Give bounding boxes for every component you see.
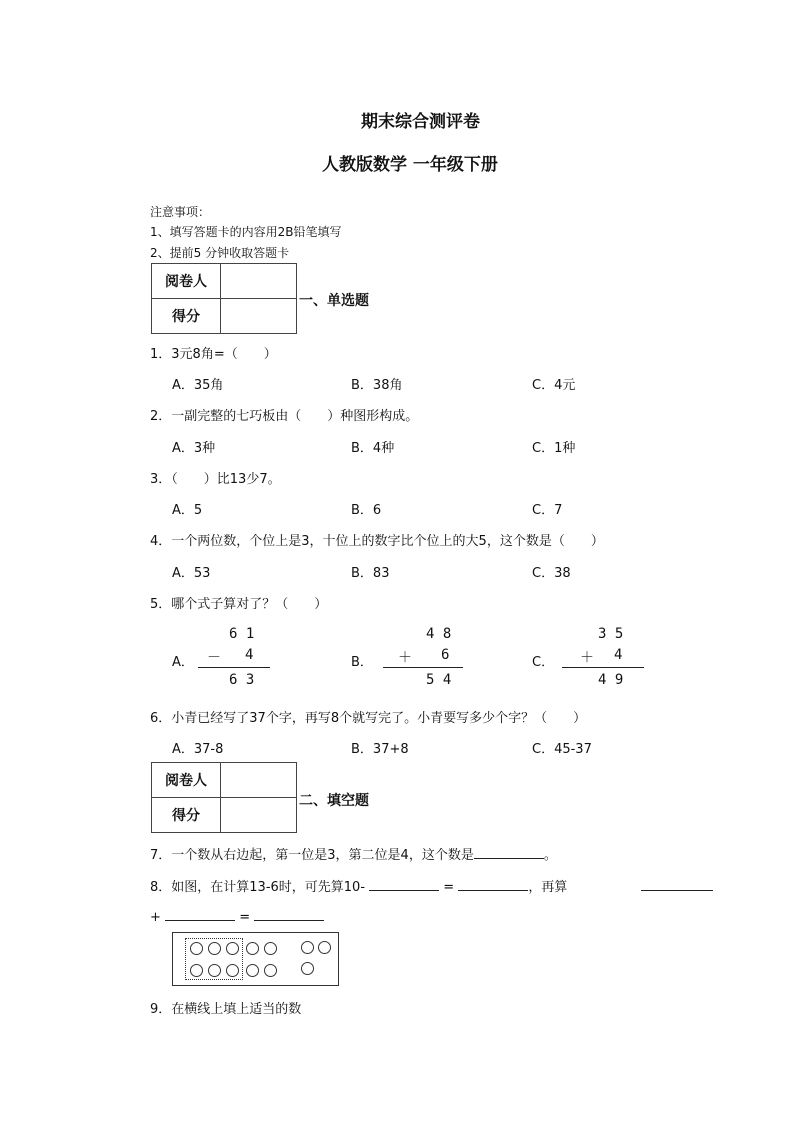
question-stem: 4．一个两位数，个位上是3，十位上的数字比个位上的大5，这个数是（ ） — [150, 534, 604, 549]
q8-eq2: = — [239, 910, 251, 925]
calc-operator: ＋ — [398, 650, 412, 666]
question-stem: 5．哪个式子算对了？（ ） — [150, 597, 328, 612]
score-label: 得分 — [152, 798, 221, 833]
option-b[interactable]: B．38角 — [351, 378, 403, 393]
reviewer-label: 阅卷人 — [152, 763, 221, 798]
option-c[interactable]: C． — [532, 655, 555, 670]
vertical-calc-c — [562, 626, 647, 692]
q8-prefix: 8．如图，在计算13-6时，可先算10- — [150, 880, 366, 895]
reviewer-field[interactable] — [221, 264, 297, 299]
answer-blank[interactable] — [458, 876, 528, 891]
vertical-calc-a — [195, 626, 270, 692]
score-field[interactable] — [221, 299, 297, 334]
question-stem: 1．3元8角=（ ） — [150, 347, 277, 362]
option-c[interactable]: C．38 — [532, 566, 571, 581]
bead — [264, 942, 277, 955]
bead — [208, 942, 221, 955]
calc-operator: ＋ — [580, 650, 594, 666]
answer-blank[interactable] — [165, 906, 235, 921]
note-item: 2、提前5 分钟收取答题卡 — [150, 246, 290, 260]
option-b[interactable]: B． — [351, 655, 373, 670]
page-title: 期末综合测评卷 — [361, 112, 480, 132]
calc-result: 5 4 — [426, 672, 452, 688]
bead — [318, 941, 331, 954]
option-a[interactable]: A．37-8 — [172, 742, 224, 757]
question-stem: 2．一副完整的七巧板由（ ）种图形构成。 — [150, 409, 419, 424]
bead — [264, 964, 277, 977]
note-item: 1、填写答题卡的内容用2B铅笔填写 — [150, 225, 342, 239]
bead — [208, 964, 221, 977]
answer-blank[interactable] — [641, 876, 713, 891]
option-c[interactable]: C．1种 — [532, 441, 576, 456]
calc-top: 3 5 — [598, 626, 624, 642]
q7-end: 。 — [543, 848, 557, 863]
answer-blank[interactable] — [254, 906, 324, 921]
answer-blank[interactable] — [474, 844, 544, 859]
q8-plus: + — [150, 910, 161, 925]
vertical-calc-b — [381, 626, 466, 692]
question-stem: 3．（ ）比13少7。 — [150, 472, 281, 487]
question-stem: 6．小青已经写了37个字，再写8个就写完了。小青要写多少个字？（ ） — [150, 711, 587, 726]
question-stem — [150, 876, 567, 895]
calc-rule — [198, 667, 270, 668]
option-c[interactable]: C．7 — [532, 503, 563, 518]
answer-blank[interactable] — [369, 876, 439, 891]
option-b[interactable]: B．37+8 — [351, 742, 409, 757]
option-b[interactable]: B．6 — [351, 503, 382, 518]
calc-operand: 4 — [614, 647, 623, 663]
q8-mid: ，再算 — [528, 880, 568, 895]
question-stem — [150, 844, 557, 863]
bead — [190, 942, 203, 955]
option-b[interactable]: B．4种 — [351, 441, 395, 456]
score-box — [151, 263, 297, 334]
q7-text: 7．一个数从右边起，第一位是3，第二位是4，这个数是 — [150, 848, 474, 863]
bead — [301, 941, 314, 954]
option-a[interactable]: A．5 — [172, 503, 203, 518]
question-stem-cont — [150, 906, 324, 925]
option-c[interactable]: C．45-37 — [532, 742, 592, 757]
bead — [226, 942, 239, 955]
reviewer-field[interactable] — [221, 763, 297, 798]
section-title: 二、填空题 — [299, 793, 369, 809]
question-stem: 9．在横线上填上适当的数 — [150, 1002, 302, 1017]
score-label: 得分 — [152, 299, 221, 334]
bead — [301, 962, 314, 975]
bead-figure — [172, 932, 339, 986]
calc-top: 4 8 — [426, 626, 452, 642]
notes-heading: 注意事项： — [150, 205, 211, 219]
option-a[interactable]: A．3种 — [172, 441, 216, 456]
page-subtitle: 人教版数学 一年级下册 — [322, 155, 498, 175]
q8-eq: = — [443, 880, 455, 895]
calc-result: 4 9 — [598, 672, 624, 688]
option-c[interactable]: C．4元 — [532, 378, 576, 393]
reviewer-label: 阅卷人 — [152, 264, 221, 299]
bead — [246, 942, 259, 955]
bead — [190, 964, 203, 977]
calc-operator: － — [207, 650, 221, 666]
bead — [226, 964, 239, 977]
calc-top: 6 1 — [229, 626, 255, 642]
calc-operand: 6 — [441, 647, 450, 663]
calc-operand: 4 — [245, 647, 254, 663]
option-b[interactable]: B．83 — [351, 566, 390, 581]
calc-result: 6 3 — [229, 672, 255, 688]
score-field[interactable] — [221, 798, 297, 833]
calc-rule — [562, 667, 644, 668]
option-a[interactable]: A．35角 — [172, 378, 224, 393]
option-a[interactable]: A．53 — [172, 566, 211, 581]
score-box — [151, 762, 297, 833]
bead — [246, 964, 259, 977]
calc-rule — [383, 667, 463, 668]
section-title: 一、单选题 — [299, 293, 369, 309]
option-a[interactable]: A． — [172, 655, 194, 670]
